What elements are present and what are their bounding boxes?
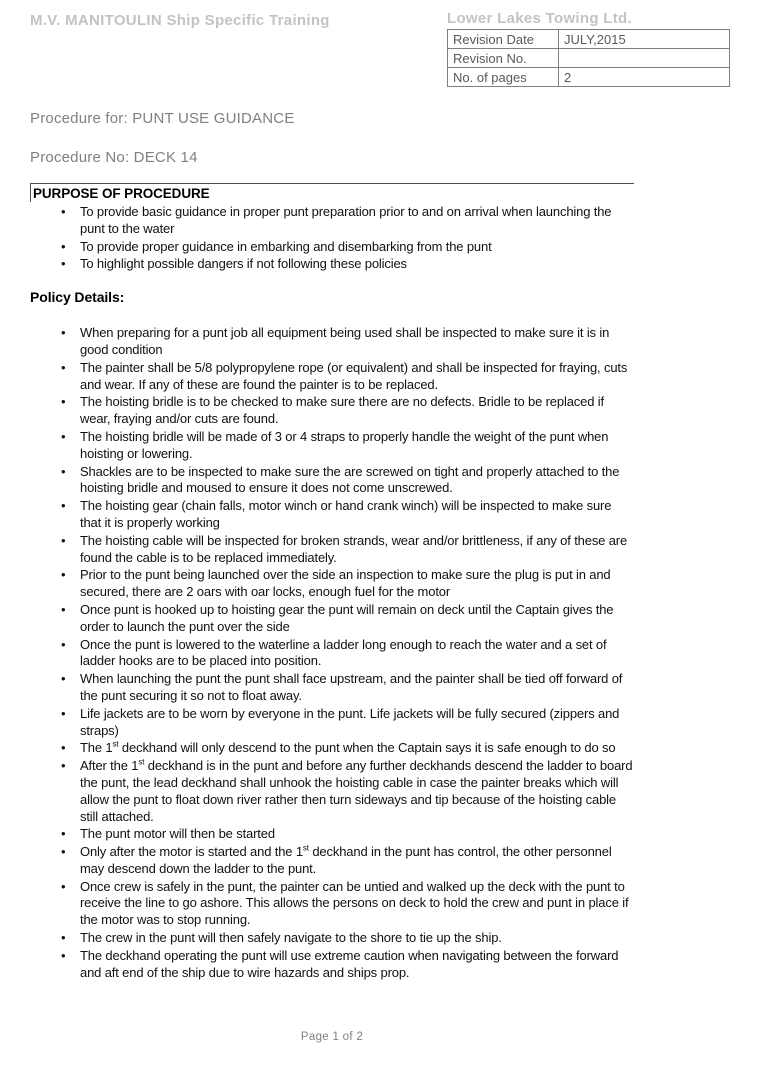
revision-row-label: Revision Date — [448, 30, 559, 49]
revision-table-row — [448, 30, 730, 49]
revision-row-value: JULY,2015 — [559, 30, 730, 49]
policy-details-heading: Policy Details: — [30, 289, 125, 306]
purpose-section — [30, 183, 634, 273]
policy-bullet-item: • The 1st deckhand will only descend to the punt when the Captain says it is safe enough to do so — [30, 740, 634, 757]
revision-row-label: No. of pages — [448, 68, 559, 87]
document-body — [30, 183, 634, 982]
policy-bullet-item: • Once punt is hooked up to hoisting gear the punt will remain on deck until the Captain gives the order to launch the punt over the side — [30, 602, 634, 636]
policy-bullet-item: • The hoisting gear (chain falls, motor winch or hand crank winch) will be inspected to make sure that it is properly working — [30, 498, 634, 532]
revision-row-value — [559, 49, 730, 68]
purpose-bullet-item: • To provide proper guidance in embarking and disembarking from the punt — [30, 239, 634, 256]
policy-bullet-item: • The hoisting bridle will be made of 3 or 4 straps to properly handle the weight of the punt when hoisting or lowering. — [30, 429, 634, 463]
company-name: Lower Lakes Towing Ltd. — [447, 10, 632, 27]
policy-bullet-item: • The deckhand operating the punt will use extreme caution when navigating between the forward and aft end of the ship due to wire hazards and ships prop. — [30, 948, 634, 982]
policy-bullet-item: • When preparing for a punt job all equipment being used shall be inspected to make sure it is in good condition — [30, 325, 634, 359]
revision-table — [447, 29, 730, 87]
purpose-heading: PURPOSE OF PROCEDURE — [30, 184, 634, 202]
policy-bullet-item: • Life jackets are to be worn by everyone in the punt. Life jackets will be fully secured (zippers and straps) — [30, 706, 634, 740]
revision-row-value: 2 — [559, 68, 730, 87]
revision-row-label: Revision No. — [448, 49, 559, 68]
policy-bullet-item: • The hoisting cable will be inspected for broken strands, wear and/or brittleness, if any of these are found the cable is to be replaced immediately. — [30, 533, 634, 567]
ship-training-title: M.V. MANITOULIN Ship Specific Training — [30, 12, 330, 29]
policy-bullet-item: • The crew in the punt will then safely navigate to the shore to tie up the ship. — [30, 930, 634, 947]
purpose-bullet-item: • To provide basic guidance in proper punt preparation prior to and on arrival when launching the punt to the water — [30, 204, 634, 238]
policy-bullet-list — [30, 325, 634, 981]
page-number: Page 1 of 2 — [300, 1031, 364, 1043]
policy-bullet-item: • Shackles are to be inspected to make sure the are screwed on tight and properly attached to the hoisting bridle and moused to ensure it does not come unscrewed. — [30, 464, 634, 498]
policy-bullet-item: • Only after the motor is started and the 1st deckhand in the punt has control, the other personnel may descend down the ladder to the punt. — [30, 844, 634, 878]
purpose-bullet-list — [30, 204, 634, 273]
procedure-for-line: Procedure for: PUNT USE GUIDANCE — [30, 110, 295, 127]
policy-bullet-item: • Prior to the punt being launched over the side an inspection to make sure the plug is put in and secured, there are 2 oars with oar locks, enough fuel for the motor — [30, 567, 634, 601]
purpose-bullet-item: • To highlight possible dangers if not following these policies — [30, 256, 634, 273]
header-right-block — [447, 10, 731, 87]
revision-table-row — [448, 68, 730, 87]
policy-bullet-item: • Once crew is safely in the punt, the painter can be untied and walked up the deck with the punt to receive the line to go ashore. This allows the persons on deck to hold the crew and punt in place if the motor was to stop running. — [30, 879, 634, 929]
policy-bullet-item: • Once the punt is lowered to the waterline a ladder long enough to reach the water and a set of ladder hooks are to be placed into position. — [30, 637, 634, 671]
procedure-no-line: Procedure No: DECK 14 — [30, 149, 198, 166]
document-header — [30, 10, 731, 87]
policy-bullet-item: • After the 1st deckhand is in the punt and before any further deckhands descend the ladder to board the punt, the lead deckhand shall unhook the hoisting cable in case the painter breaks which will allow the punt to float down river rather then turn sideways and tip because of the hoisting cable still attached. — [30, 758, 634, 825]
revision-table-row — [448, 49, 730, 68]
policy-bullet-item: • The painter shall be 5/8 polypropylene rope (or equivalent) and shall be inspected for fraying, cuts and wear. If any of these are found the painter is to be replaced. — [30, 360, 634, 394]
policy-bullet-item: • When launching the punt the punt shall face upstream, and the painter shall be tied off forward of the punt securing it so not to float away. — [30, 671, 634, 705]
policy-bullet-item: • The punt motor will then be started — [30, 826, 634, 843]
policy-bullet-item: • The hoisting bridle is to be checked to make sure there are no defects. Bridle to be replaced if wear, fraying and/or cuts are found. — [30, 394, 634, 428]
